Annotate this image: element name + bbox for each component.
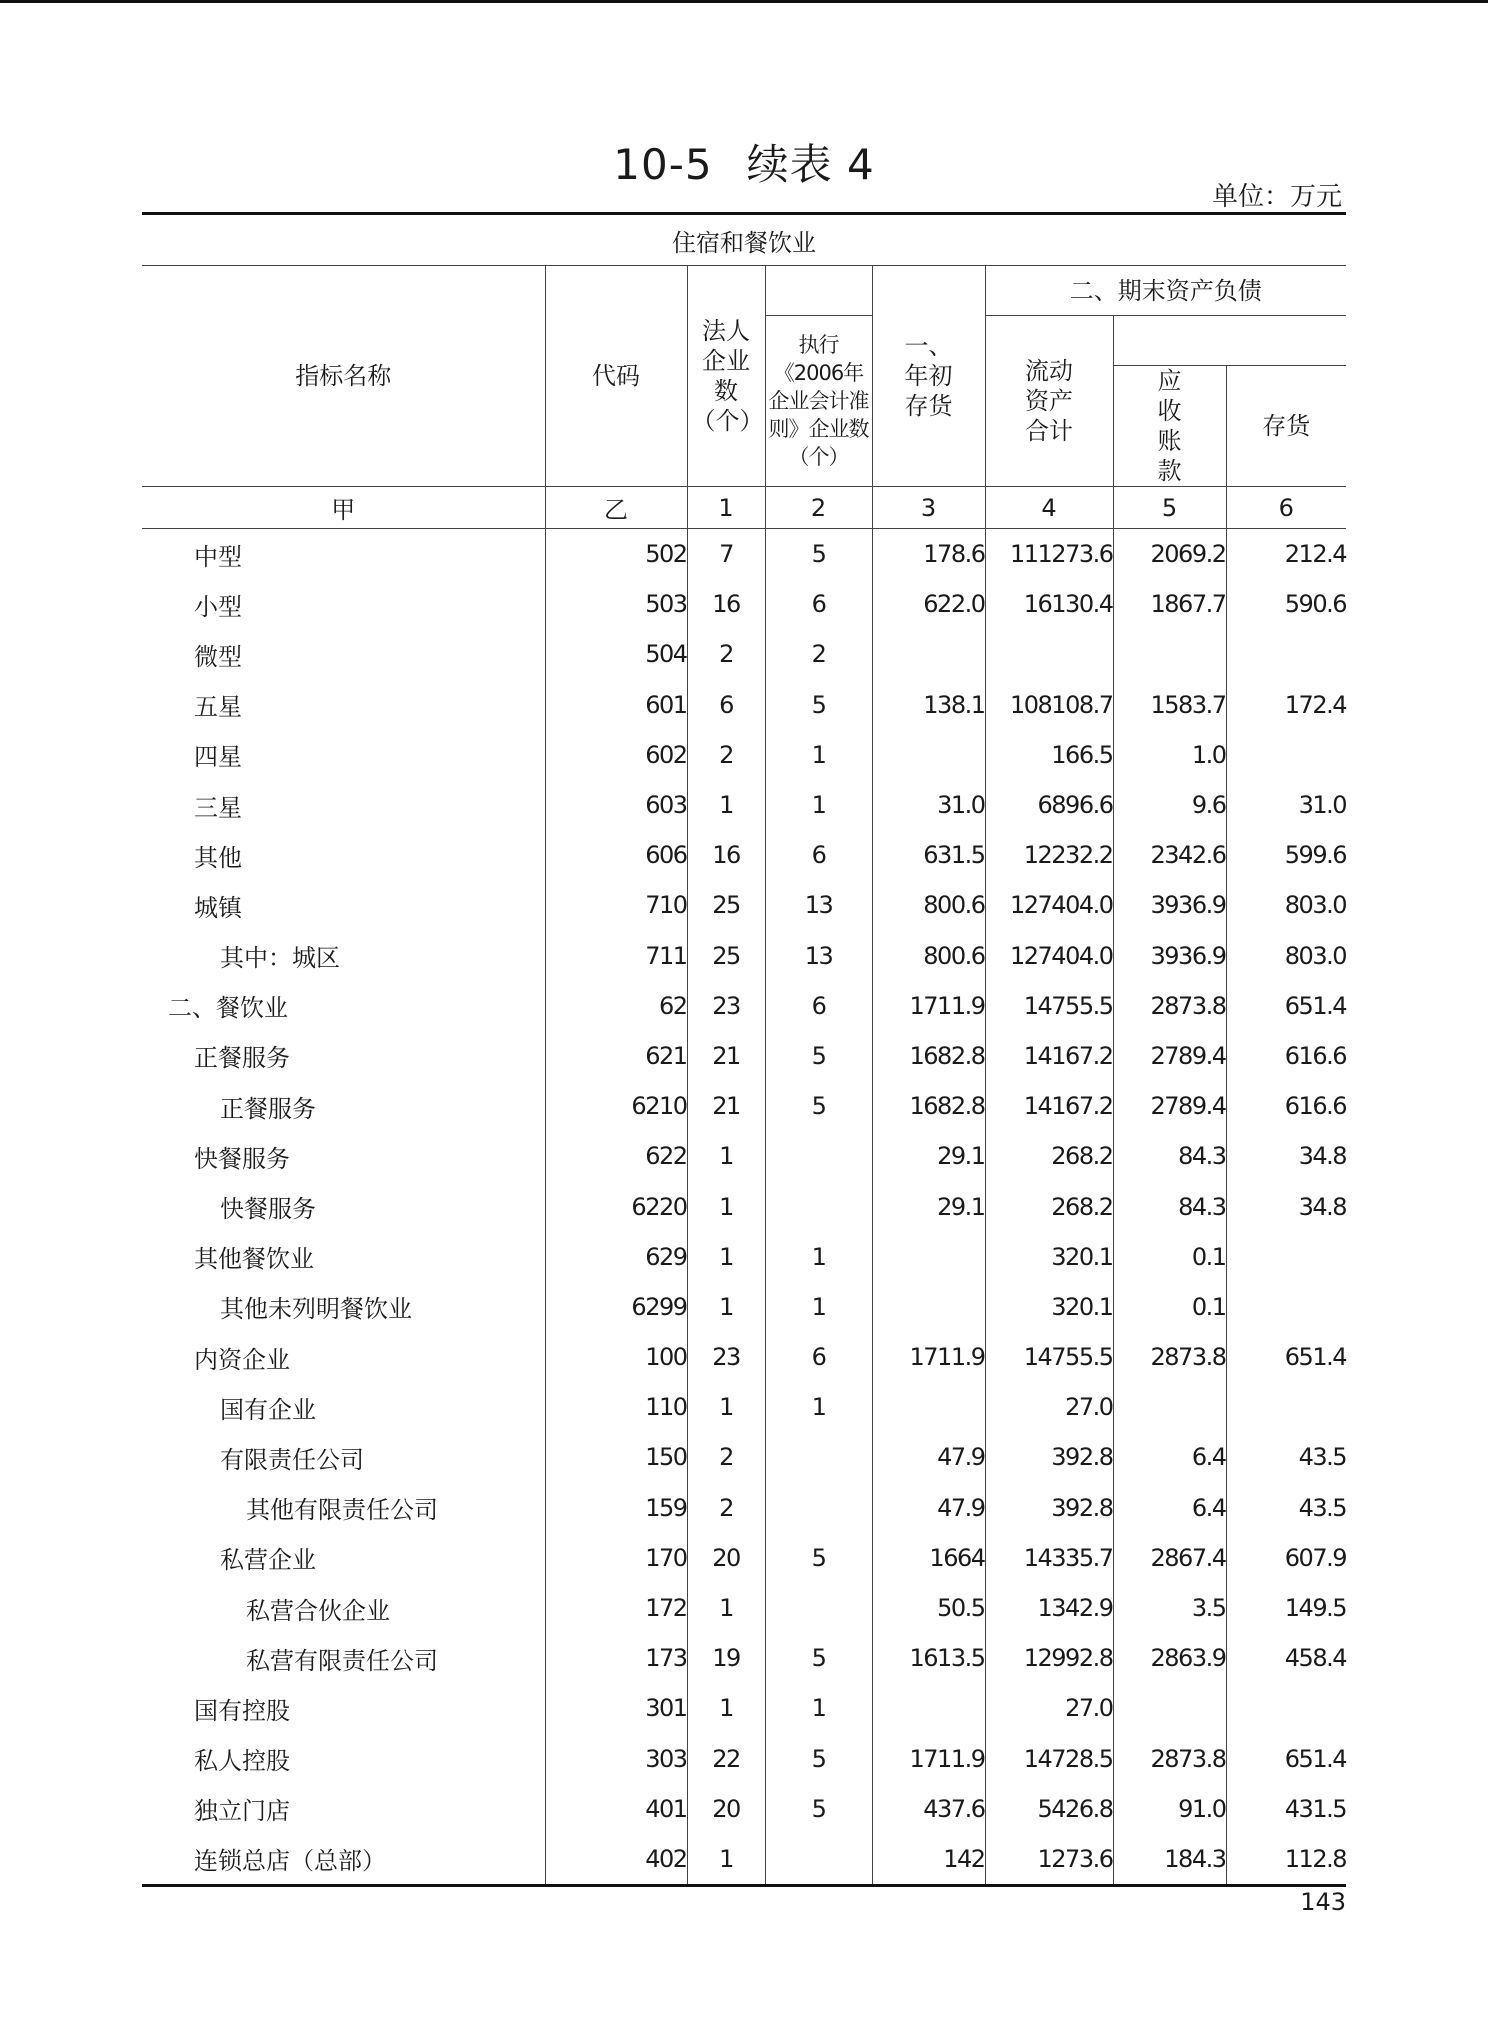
cell-c1: 1 (687, 1683, 765, 1733)
cell-c6: 458.4 (1226, 1633, 1346, 1683)
section-title: 住宿和餐饮业 (142, 214, 1346, 266)
cell-c1: 7 (687, 529, 765, 580)
row-name: 其中：城区 (220, 944, 340, 973)
cell-c2: 5 (765, 1734, 872, 1784)
cell-c5 (1113, 629, 1226, 679)
cell-c1: 1 (687, 1131, 765, 1181)
row-name: 城镇 (194, 893, 242, 922)
row-name: 私营合伙企业 (246, 1596, 390, 1625)
table-row (142, 880, 1346, 930)
cell-c3 (872, 1282, 985, 1332)
cell-c2: 6 (765, 981, 872, 1031)
cell-c1: 21 (687, 1031, 765, 1081)
index-cell: 4 (985, 487, 1113, 529)
cell-c1: 1 (687, 1583, 765, 1633)
cell-c1: 25 (687, 880, 765, 930)
cell-c3: 622.0 (872, 579, 985, 629)
cell-c3: 437.6 (872, 1784, 985, 1834)
cell-code: 601 (545, 680, 687, 730)
cell-c6 (1226, 1282, 1346, 1332)
cell-c5: 2342.6 (1113, 830, 1226, 880)
row-name: 中型 (194, 542, 242, 571)
cell-c2: 1 (765, 1232, 872, 1282)
cell-c5: 84.3 (1113, 1181, 1226, 1231)
cell-c2: 1 (765, 1282, 872, 1332)
cell-c4: 1342.9 (985, 1583, 1113, 1633)
cell-code: 606 (545, 830, 687, 880)
cell-c2 (765, 1483, 872, 1533)
cell-c3: 1711.9 (872, 1332, 985, 1382)
table-row (142, 1784, 1346, 1834)
cell-code: 303 (545, 1734, 687, 1784)
cell-code: 100 (545, 1332, 687, 1382)
cell-c2: 1 (765, 1382, 872, 1432)
table-row (142, 1332, 1346, 1382)
cell-code: 503 (545, 579, 687, 629)
cell-c3: 29.1 (872, 1181, 985, 1231)
cell-c4: 14728.5 (985, 1734, 1113, 1784)
table-row (142, 579, 1346, 629)
page-number: 143 (1300, 1888, 1346, 1916)
cell-c5: 0.1 (1113, 1282, 1226, 1332)
cell-c3: 138.1 (872, 680, 985, 730)
cell-code: 6210 (545, 1081, 687, 1131)
cell-c2 (765, 1583, 872, 1633)
cell-code: 301 (545, 1683, 687, 1733)
cell-c4: 14167.2 (985, 1081, 1113, 1131)
cell-c1: 20 (687, 1533, 765, 1583)
table-row (142, 629, 1346, 679)
cell-c5: 2873.8 (1113, 1734, 1226, 1784)
row-name: 正餐服务 (194, 1044, 290, 1073)
cell-c5: 84.3 (1113, 1131, 1226, 1181)
cell-c6: 34.8 (1226, 1131, 1346, 1181)
cell-c1: 2 (687, 629, 765, 679)
cell-c2: 6 (765, 579, 872, 629)
cell-c2 (765, 1181, 872, 1231)
header-inventory: 存货 (1226, 366, 1346, 487)
cell-c3: 1682.8 (872, 1081, 985, 1131)
cell-code: 6299 (545, 1282, 687, 1332)
row-name: 四星 (194, 743, 242, 772)
data-table (142, 212, 1346, 1887)
cell-c5: 0.1 (1113, 1232, 1226, 1282)
cell-c3: 800.6 (872, 931, 985, 981)
cell-c1: 19 (687, 1633, 765, 1683)
row-name: 国有企业 (220, 1395, 316, 1424)
cell-code: 621 (545, 1031, 687, 1081)
header-exec-2006: 执行《2006年企业会计准则》企业数（个） (765, 316, 872, 487)
cell-c5: 3936.9 (1113, 931, 1226, 981)
cell-c6 (1226, 1382, 1346, 1432)
cell-c4: 14755.5 (985, 981, 1113, 1031)
cell-c2: 5 (765, 1784, 872, 1834)
header-sub-spacer (1113, 316, 1346, 366)
index-cell: 甲 (142, 487, 545, 529)
row-name: 小型 (194, 592, 242, 621)
cell-c6: 43.5 (1226, 1432, 1346, 1482)
cell-c4: 27.0 (985, 1382, 1113, 1432)
cell-code: 504 (545, 629, 687, 679)
index-row (142, 487, 1346, 529)
cell-c1: 2 (687, 730, 765, 780)
cell-c6: 112.8 (1226, 1834, 1346, 1886)
table-row (142, 1131, 1346, 1181)
header-code: 代码 (545, 266, 687, 487)
cell-c3: 1682.8 (872, 1031, 985, 1081)
table-row (142, 1834, 1346, 1886)
table-row (142, 1734, 1346, 1784)
cell-c2: 13 (765, 931, 872, 981)
table-row (142, 1533, 1346, 1583)
cell-c6: 43.5 (1226, 1483, 1346, 1533)
cell-c2: 5 (765, 1081, 872, 1131)
cell-c2: 5 (765, 680, 872, 730)
row-name: 私营企业 (220, 1546, 316, 1575)
header-accounts-receivable: 应收账款 (1113, 366, 1226, 487)
cell-c2 (765, 1432, 872, 1482)
cell-c4: 14167.2 (985, 1031, 1113, 1081)
cell-c6: 599.6 (1226, 830, 1346, 880)
cell-c1: 21 (687, 1081, 765, 1131)
cell-c3: 47.9 (872, 1483, 985, 1533)
cell-c5: 1.0 (1113, 730, 1226, 780)
index-cell: 1 (687, 487, 765, 529)
title-text: 续表 4 (746, 140, 875, 189)
cell-c3: 631.5 (872, 830, 985, 880)
cell-c3 (872, 1382, 985, 1432)
row-name: 微型 (194, 642, 242, 671)
cell-code: 622 (545, 1131, 687, 1181)
cell-c5: 3.5 (1113, 1583, 1226, 1633)
cell-c6: 172.4 (1226, 680, 1346, 730)
row-name: 其他 (194, 843, 242, 872)
cell-c1: 1 (687, 1181, 765, 1231)
row-name: 三星 (194, 793, 242, 822)
row-name: 五星 (194, 693, 242, 722)
cell-c6: 651.4 (1226, 1332, 1346, 1382)
cell-c6: 651.4 (1226, 981, 1346, 1031)
cell-c4: 127404.0 (985, 931, 1113, 981)
row-name: 其他有限责任公司 (246, 1496, 438, 1525)
cell-c1: 1 (687, 1232, 765, 1282)
cell-c1: 16 (687, 579, 765, 629)
table-row (142, 1382, 1346, 1432)
row-name: 快餐服务 (194, 1144, 290, 1173)
cell-c3: 142 (872, 1834, 985, 1886)
cell-code: 150 (545, 1432, 687, 1482)
cell-code: 402 (545, 1834, 687, 1886)
cell-c6 (1226, 1683, 1346, 1733)
cell-c5: 2873.8 (1113, 981, 1226, 1031)
cell-c1: 6 (687, 680, 765, 730)
cell-c4: 14755.5 (985, 1332, 1113, 1382)
cell-c5: 91.0 (1113, 1784, 1226, 1834)
cell-c2: 2 (765, 629, 872, 679)
cell-c3: 50.5 (872, 1583, 985, 1633)
cell-c3: 47.9 (872, 1432, 985, 1482)
row-name: 快餐服务 (220, 1195, 316, 1224)
cell-c4: 268.2 (985, 1131, 1113, 1181)
cell-c3: 178.6 (872, 529, 985, 580)
index-cell: 乙 (545, 487, 687, 529)
index-cell: 2 (765, 487, 872, 529)
cell-c3: 1613.5 (872, 1633, 985, 1683)
cell-c3 (872, 1232, 985, 1282)
cell-c4: 127404.0 (985, 880, 1113, 930)
cell-c1: 1 (687, 1834, 765, 1886)
table-row (142, 1483, 1346, 1533)
cell-c1: 16 (687, 830, 765, 880)
table-row (142, 1031, 1346, 1081)
cell-c2: 1 (765, 780, 872, 830)
cell-c6: 431.5 (1226, 1784, 1346, 1834)
cell-c4: 1273.6 (985, 1834, 1113, 1886)
index-cell: 3 (872, 487, 985, 529)
cell-c6: 803.0 (1226, 931, 1346, 981)
cell-c5: 2867.4 (1113, 1533, 1226, 1583)
cell-c3: 1711.9 (872, 1734, 985, 1784)
row-name: 连锁总店（总部） (142, 1834, 545, 1886)
cell-code: 172 (545, 1583, 687, 1633)
cell-c2 (765, 1131, 872, 1181)
cell-c5: 2863.9 (1113, 1633, 1226, 1683)
cell-c4: 16130.4 (985, 579, 1113, 629)
index-cell: 5 (1113, 487, 1226, 529)
table-row (142, 1633, 1346, 1683)
cell-code: 170 (545, 1533, 687, 1583)
cell-c4: 108108.7 (985, 680, 1113, 730)
cell-c4: 6896.6 (985, 780, 1113, 830)
cell-c6 (1226, 730, 1346, 780)
table-row (142, 931, 1346, 981)
cell-c5: 184.3 (1113, 1834, 1226, 1886)
cell-c5 (1113, 1382, 1226, 1432)
cell-code: 173 (545, 1633, 687, 1683)
page-top-edge (0, 0, 1488, 3)
cell-c4: 12232.2 (985, 830, 1113, 880)
table-row (142, 1081, 1346, 1131)
header-legal-entities: 法人企业数（个） (687, 266, 765, 487)
header-opening-inventory: 一、年初存货 (872, 266, 985, 487)
cell-c5: 2789.4 (1113, 1081, 1226, 1131)
cell-c5: 1583.7 (1113, 680, 1226, 730)
header-spacer (765, 266, 872, 316)
cell-c2: 1 (765, 730, 872, 780)
cell-c4: 166.5 (985, 730, 1113, 780)
cell-code: 401 (545, 1784, 687, 1834)
cell-c6: 149.5 (1226, 1583, 1346, 1633)
cell-c6: 590.6 (1226, 579, 1346, 629)
cell-c4: 14335.7 (985, 1533, 1113, 1583)
cell-c2: 1 (765, 1683, 872, 1733)
cell-c3: 1664 (872, 1533, 985, 1583)
cell-c5: 6.4 (1113, 1483, 1226, 1533)
cell-c1: 20 (687, 1784, 765, 1834)
cell-c2: 6 (765, 830, 872, 880)
cell-c6 (1226, 1232, 1346, 1282)
cell-c4: 111273.6 (985, 529, 1113, 580)
cell-c6: 212.4 (1226, 529, 1346, 580)
cell-c5: 2789.4 (1113, 1031, 1226, 1081)
row-name: 国有控股 (194, 1696, 290, 1725)
table-row (142, 1181, 1346, 1231)
row-name: 有限责任公司 (220, 1445, 364, 1474)
cell-c4 (985, 629, 1113, 679)
cell-c5 (1113, 1683, 1226, 1733)
table-row (142, 780, 1346, 830)
cell-c4: 12992.8 (985, 1633, 1113, 1683)
table-row (142, 1432, 1346, 1482)
cell-c1: 2 (687, 1483, 765, 1533)
cell-c4: 27.0 (985, 1683, 1113, 1733)
table-row (142, 1282, 1346, 1332)
cell-c1: 23 (687, 1332, 765, 1382)
cell-c1: 1 (687, 780, 765, 830)
cell-c5: 9.6 (1113, 780, 1226, 830)
cell-c3: 1711.9 (872, 981, 985, 1031)
cell-code: 6220 (545, 1181, 687, 1231)
table-body (142, 529, 1346, 1886)
cell-c6: 651.4 (1226, 1734, 1346, 1784)
cell-c1: 22 (687, 1734, 765, 1784)
row-name: 正餐服务 (220, 1094, 316, 1123)
header-period-end-group: 二、期末资产负债 (985, 266, 1346, 316)
unit-label: 单位：万元 (1211, 182, 1342, 212)
cell-c5: 2873.8 (1113, 1332, 1226, 1382)
cell-c2: 5 (765, 1633, 872, 1683)
header-current-assets-total: 流动资产合计 (985, 316, 1113, 487)
cell-c2: 5 (765, 529, 872, 580)
cell-c1: 23 (687, 981, 765, 1031)
cell-c4: 392.8 (985, 1432, 1113, 1482)
cell-code: 711 (545, 931, 687, 981)
table-row (142, 1583, 1346, 1633)
cell-c6: 34.8 (1226, 1181, 1346, 1231)
index-cell: 6 (1226, 487, 1346, 529)
row-name: 其他餐饮业 (194, 1245, 314, 1274)
table-row (142, 830, 1346, 880)
cell-c6 (1226, 629, 1346, 679)
row-name: 二、餐饮业 (168, 994, 288, 1023)
table-row (142, 730, 1346, 780)
cell-c2: 6 (765, 1332, 872, 1382)
cell-c6: 616.6 (1226, 1081, 1346, 1131)
cell-code: 62 (545, 981, 687, 1031)
cell-code: 502 (545, 529, 687, 580)
cell-code: 602 (545, 730, 687, 780)
cell-c1: 1 (687, 1382, 765, 1432)
cell-c3: 31.0 (872, 780, 985, 830)
cell-c6: 803.0 (1226, 880, 1346, 930)
cell-c3 (872, 1683, 985, 1733)
row-name: 私人控股 (194, 1747, 290, 1776)
cell-c4: 268.2 (985, 1181, 1113, 1231)
cell-c6: 607.9 (1226, 1533, 1346, 1583)
cell-code: 629 (545, 1232, 687, 1282)
cell-c1: 2 (687, 1432, 765, 1482)
cell-code: 710 (545, 880, 687, 930)
cell-c4: 320.1 (985, 1232, 1113, 1282)
cell-c3: 29.1 (872, 1131, 985, 1181)
cell-c3 (872, 730, 985, 780)
table-row (142, 1683, 1346, 1733)
row-name: 其他未列明餐饮业 (220, 1295, 412, 1324)
cell-c1: 1 (687, 1282, 765, 1332)
row-name: 独立门店 (194, 1797, 290, 1826)
cell-c2: 5 (765, 1031, 872, 1081)
cell-c5: 1867.7 (1113, 579, 1226, 629)
cell-c6: 31.0 (1226, 780, 1346, 830)
cell-c5: 3936.9 (1113, 880, 1226, 930)
cell-c4: 320.1 (985, 1282, 1113, 1332)
row-name: 私营有限责任公司 (246, 1646, 438, 1675)
cell-c1: 25 (687, 931, 765, 981)
table-row (142, 680, 1346, 730)
cell-c3 (872, 629, 985, 679)
cell-code: 159 (545, 1483, 687, 1533)
table-row (142, 1232, 1346, 1282)
cell-c2 (765, 1834, 872, 1886)
cell-c2: 5 (765, 1533, 872, 1583)
cell-c4: 5426.8 (985, 1784, 1113, 1834)
table-row (142, 981, 1346, 1031)
title-code: 10-5 (613, 140, 713, 189)
row-name: 内资企业 (194, 1345, 290, 1374)
cell-code: 110 (545, 1382, 687, 1432)
cell-code: 603 (545, 780, 687, 830)
cell-c6: 616.6 (1226, 1031, 1346, 1081)
table-row (142, 529, 1346, 580)
cell-c5: 6.4 (1113, 1432, 1226, 1482)
cell-c2: 13 (765, 880, 872, 930)
header-name: 指标名称 (142, 266, 545, 487)
cell-c4: 392.8 (985, 1483, 1113, 1533)
cell-c3: 800.6 (872, 880, 985, 930)
cell-c5: 2069.2 (1113, 529, 1226, 580)
